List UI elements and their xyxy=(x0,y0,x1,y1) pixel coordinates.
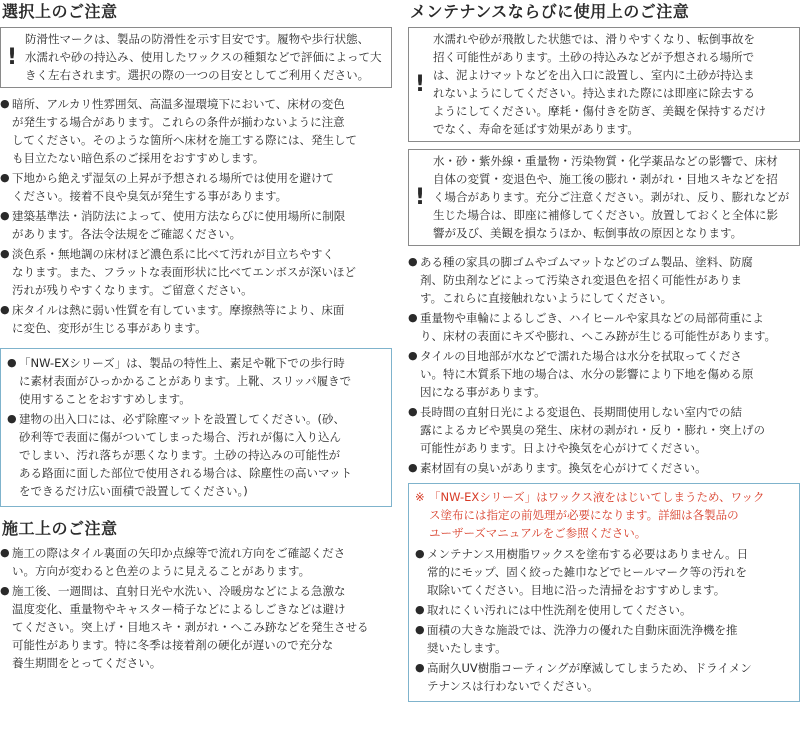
list-item-line: も目立たない暗色系のご採用をおすすめします。 xyxy=(12,151,265,165)
list-item-line: 建築基準法・消防法によって、使用方法ならびに使用場所に制限 xyxy=(12,209,346,223)
text-line: ス塗布には指定の前処理が必要になります。詳細は各製品の xyxy=(429,508,739,522)
list-item-line: い。方向が変わると色差のように見えることがあります。 xyxy=(12,564,311,578)
list-item-line: テナンスは行わないでください。 xyxy=(427,679,599,693)
list-item xyxy=(408,309,800,345)
list-item xyxy=(415,621,793,657)
list-item-line: す。これらに直接触れないようにしてください。 xyxy=(420,291,673,305)
list-item xyxy=(0,207,392,243)
list-item-line: 素材固有の臭いがあります。換気を心がけてください。 xyxy=(420,461,707,475)
list-item-line: なります。また、フラットな表面形状に比べてエンボスが深いほど xyxy=(12,265,356,279)
list-item-line: 取れにくい汚れには中性洗剤を使用してください。 xyxy=(427,603,692,617)
reference-mark-icon: ※ xyxy=(415,490,425,504)
red-caution-note xyxy=(415,488,793,542)
maintenance-box-bullet-list xyxy=(415,545,793,695)
bullet-icon: ● xyxy=(0,171,10,184)
list-item-line: でしまい、汚れ落ちが悪くなります。土砂の持込みの可能性が xyxy=(19,448,341,462)
bullet-icon: ● xyxy=(0,584,10,597)
list-item xyxy=(0,544,392,580)
notice-line: 水濡れや砂の持込み、使用したワックスの種類などで評価によって大 xyxy=(25,50,382,64)
list-item-line: ある路面に面した部位で使用される場合は、除塵性の高いマット xyxy=(19,466,353,480)
list-item xyxy=(0,95,392,167)
bullet-icon: ● xyxy=(408,255,418,268)
list-item xyxy=(415,659,793,695)
list-item-line: 建物の出入口には、必ず除塵マットを設置してください。(砂、 xyxy=(19,412,346,426)
text-line: 生じた場合は、即座に補修してください。放置しておくと全体に影 xyxy=(433,208,778,222)
list-item xyxy=(0,245,392,299)
maintenance-notice-box-2 xyxy=(408,149,800,246)
bullet-icon: ● xyxy=(415,623,425,636)
list-item xyxy=(7,410,385,500)
list-item-line: 床タイルは熱に弱い性質を有しています。摩擦熱等により、床面 xyxy=(12,303,345,317)
list-item-line: 取除いてください。目地に沿った清掃をおすすめします。 xyxy=(427,583,726,597)
bullet-icon: ● xyxy=(408,349,418,362)
maintenance-bullet-list xyxy=(408,253,800,477)
bullet-icon: ● xyxy=(7,356,17,369)
list-item-line: 施工の際はタイル裏面の矢印か点線等で流れ方向をご確認くださ xyxy=(12,546,346,560)
text-line: 自体の変質・変退色や、施工後の膨れ・剥がれ・目地スキなどを招 xyxy=(433,172,778,186)
bullet-icon: ● xyxy=(0,247,10,260)
bullet-icon: ● xyxy=(415,661,425,674)
list-item-line: 下地から絶えず湿気の上昇が予想される場所では使用を避けて xyxy=(12,171,334,185)
text-line: 水・砂・紫外線・重量物・汚染物質・化学薬品などの影響で、床材 xyxy=(433,154,778,168)
list-item xyxy=(408,347,800,401)
exclamation-icon: ! xyxy=(7,44,18,70)
selection-bullet-list xyxy=(0,95,392,337)
list-item-line: 「NW-EXシリーズ」は、製品の特性上、素足や靴下での歩行時 xyxy=(19,356,345,370)
maintenance-highlight-box xyxy=(408,483,800,702)
list-item-line: が発生する場合があります。これらの条件が揃わないように注意 xyxy=(12,115,345,129)
selection-notice-box xyxy=(0,27,392,88)
list-item-line: メンテナンス用樹脂ワックスを塗布する必要はありません。日 xyxy=(427,547,749,561)
bullet-icon: ● xyxy=(415,603,425,616)
text-line: 招く可能性があります。土砂の持込みなどが予想される場所で xyxy=(433,50,755,64)
list-item-line: てください。突上げ・目地スキ・剥がれ・へこみ跡などを発生させる xyxy=(12,620,369,634)
text-line: 水濡れや砂が飛散した状態では、滑りやすくなり、転倒事故を xyxy=(433,32,755,46)
text-line: く場合があります。充分ご注意ください。剥がれ、反り、膨れなどが xyxy=(433,190,790,204)
maintenance-notice-box-1 xyxy=(408,27,800,142)
list-item-line: 剤、防虫剤などによって汚染され変退色を招く可能性がありま xyxy=(420,273,742,287)
list-item-line: 奨いたします。 xyxy=(427,641,507,655)
list-item-line: に素材表面がひっかかることがあります。上靴、スリッパ履きで xyxy=(19,374,352,388)
bullet-icon: ● xyxy=(0,303,10,316)
list-item xyxy=(0,169,392,205)
list-item-line: い。特に木質系下地の場合は、水分の影響により下地を傷める原 xyxy=(420,367,754,381)
list-item xyxy=(415,545,793,599)
list-item-line: 養生期間をとってください。 xyxy=(12,656,162,670)
selection-highlight-box xyxy=(0,348,392,507)
right-column xyxy=(408,0,800,702)
exclamation-icon: ! xyxy=(415,71,426,97)
construction-heading: 施工上のご注意 xyxy=(2,519,118,538)
list-item-line: をできるだけ広い面積で設置してください。) xyxy=(19,484,248,498)
list-item xyxy=(415,601,793,619)
bullet-icon: ● xyxy=(7,412,17,425)
list-item-line: に変色、変形が生じる事があります。 xyxy=(12,321,207,335)
exclamation-icon: ! xyxy=(415,184,426,210)
list-item-line: 汚れが残りやすくなります。ご留意ください。 xyxy=(12,283,253,297)
list-item-line: 露によるカビや異臭の発生、床材の剥がれ・反り・膨れ・突上げの xyxy=(420,423,765,437)
bullet-icon: ● xyxy=(0,97,10,110)
list-item-line: 常的にモップ、固く絞った雑巾などでヒールマーク等の汚れを xyxy=(427,565,748,579)
text-line: でなく、寿命を延ばす効果があります。 xyxy=(433,122,639,136)
bullet-icon: ● xyxy=(408,311,418,324)
list-item-line: 因になる事があります。 xyxy=(420,385,546,399)
list-item-line: 温度変化、重量物やキャスター椅子などによるしごきなどは避け xyxy=(12,602,346,616)
bullet-icon: ● xyxy=(0,209,10,222)
notice-line: 防滑性マークは、製品の防滑性を示す目安です。履物や歩行状態、 xyxy=(25,32,370,46)
list-item-line: 可能性があります。日よけや換気を心がけてください。 xyxy=(420,441,707,455)
list-item-line: 面積の大きな施設では、洗浄力の優れた自動床面洗浄機を推 xyxy=(427,623,738,637)
text-line: 「NW-EXシリーズ」はワックス液をはじいてしまうため、ワック xyxy=(429,490,765,504)
list-item-line: 重量物や車輪によるしごき、ハイヒールや家具などの局部荷重によ xyxy=(420,311,764,325)
text-line: は、泥よけマットなどを出入口に設置し、室内に土砂が持込ま xyxy=(433,68,755,82)
bullet-icon: ● xyxy=(415,547,425,560)
bullet-icon: ● xyxy=(408,405,418,418)
list-item-line: 長時間の直射日光による変退色、長期間使用しない室内での結 xyxy=(420,405,742,419)
notice-line: きく左右されます。選択の際の一つの目安としてご利用ください。 xyxy=(25,68,370,82)
bullet-icon: ● xyxy=(408,461,418,474)
list-item-line: ある種の家具の脚ゴムやゴムマットなどのゴム製品、塗料、防腐 xyxy=(420,255,753,269)
list-item xyxy=(408,403,800,457)
left-column xyxy=(0,0,392,674)
list-item-line: 施工後、一週間は、直射日光や水洗い、冷暖房などによる急激な xyxy=(12,584,346,598)
list-item xyxy=(7,354,385,408)
text-line: れないようにしてください。持込まれた際には即座に除去する xyxy=(433,86,755,100)
selection-heading: 選択上のご注意 xyxy=(2,2,118,21)
list-item-line: 高耐久UV樹脂コーティングが摩滅してしまうため、ドライメン xyxy=(427,661,752,675)
list-item-line: ください。接着不良や臭気が発生する事があります。 xyxy=(12,189,288,203)
list-item-line: タイルの目地部が水などで濡れた場合は水分を拭取ってくださ xyxy=(420,349,742,363)
selection-box-bullet-list xyxy=(7,354,385,500)
list-item-line: 砂利等で表面に傷がついてしまった場合、汚れが傷に入り込ん xyxy=(19,430,341,444)
list-item xyxy=(408,253,800,307)
text-line: ようにしてください。摩耗・傷付きを防ぎ、美観を保持するだけ xyxy=(433,104,767,118)
list-item xyxy=(0,582,392,672)
list-item-line: 可能性があります。特に冬季は接着剤の硬化が遅いので充分な xyxy=(12,638,334,652)
list-item-line: 使用することをおすすめします。 xyxy=(19,392,191,406)
text-line: 響が及び、美観を損なうほか、転倒事故の原因となります。 xyxy=(433,226,743,240)
construction-bullet-list xyxy=(0,544,392,672)
maintenance-heading: メンテナンスならびに使用上のご注意 xyxy=(410,2,690,21)
bullet-icon: ● xyxy=(0,546,10,559)
list-item xyxy=(408,459,800,477)
list-item-line: 淡色系・無地調の床材ほど濃色系に比べて汚れが目立ちやすく xyxy=(12,247,334,261)
text-line: ユーザーズマニュアルをご参照ください。 xyxy=(429,526,647,540)
list-item-line: 暗所、アルカリ性雰囲気、高温多湿環境下において、床材の変色 xyxy=(12,97,345,111)
list-item-line: り、床材の表面にキズや膨れ、へこみ跡が生じる可能性があります。 xyxy=(420,329,777,343)
list-item xyxy=(0,301,392,337)
list-item-line: があります。各法令法規をご確認ください。 xyxy=(12,227,242,241)
list-item-line: してください。そのような箇所へ床材を施工する際には、発生して xyxy=(12,133,357,147)
